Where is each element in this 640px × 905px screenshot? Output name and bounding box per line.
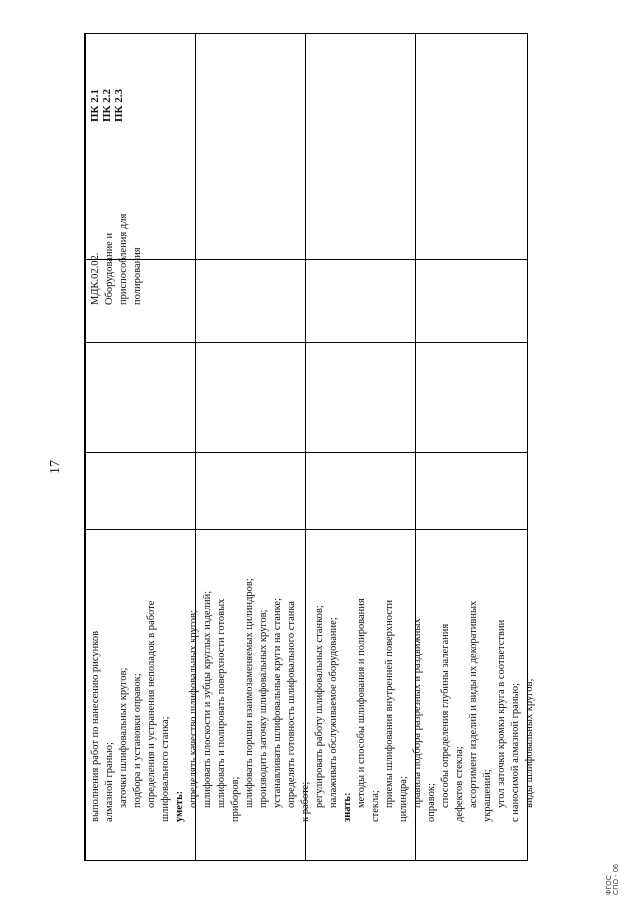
content-line: определять готовность шлифовального станка — [286, 601, 297, 808]
content-line: методы и способы шлифования и полирования — [356, 598, 367, 808]
curriculum-table — [84, 33, 535, 861]
page-number: 17 — [48, 460, 63, 474]
content-line: с наносимой алмазной гранью; — [510, 683, 521, 822]
competency-code: ПК 2.1 — [89, 88, 101, 122]
content-line: производить заточку шлифовальных кругов; — [258, 609, 269, 808]
module-line: приспособления для — [118, 213, 129, 305]
content-line: оправок; — [426, 783, 437, 822]
competency-cell — [89, 89, 125, 122]
content-line: угол заточки кромки круга в соответствии — [496, 619, 507, 808]
content-line: регулировать работу шлифовальных станков; — [314, 605, 325, 808]
module-line: Оборудование и — [104, 232, 115, 305]
content-line: налаживать обслуживаемое оборудование; — [328, 617, 339, 808]
content-line: выполнения работ по нанесению рисунков — [90, 630, 101, 822]
content-line: виды шлифовальных кругов; — [524, 678, 535, 808]
column-divider — [85, 34, 86, 860]
footer-code: ФГОС СПО - 06 — [606, 863, 620, 895]
content-line: шлифовать поршни взаимозаменяемых цилиндров; — [244, 578, 255, 808]
content-line: приборов; — [230, 776, 241, 822]
content-line: шлифовать и полировать поверхности готовых — [216, 598, 227, 808]
row-divider — [85, 259, 527, 260]
module-line: полирования — [132, 247, 143, 305]
content-line: заточки шлифовальных кругов; — [118, 667, 129, 808]
content-line: дефектов стекла; — [454, 746, 465, 822]
content-cell — [89, 578, 537, 822]
content-line: правила подбора разрезных и раздвижных — [412, 618, 423, 808]
row-divider — [85, 342, 527, 343]
module-line: МДК.02.02. — [90, 252, 101, 305]
content-line: к работе; — [300, 781, 311, 822]
section-heading: знать: — [342, 792, 353, 822]
section-heading: уметь: — [174, 790, 185, 822]
content-line: цилиндра; — [398, 776, 409, 822]
competency-code: ПК 2.3 — [113, 88, 125, 122]
row-divider — [85, 529, 527, 530]
content-line: определения и устранения неполадок в работе — [146, 600, 157, 808]
content-line: шлифовального станка; — [160, 716, 171, 822]
content-line: устанавливать шлифовальные круги на станке; — [272, 597, 283, 808]
content-line: ассортимент изделий и виды их декоративных — [468, 600, 479, 808]
content-line: приемы шлифования внутренней поверхности — [384, 599, 395, 808]
content-line: алмазной гранью; — [104, 742, 115, 822]
module-cell — [89, 214, 145, 305]
content-line: определять качество шлифовальных кругов; — [188, 610, 199, 808]
content-line: способы определения глубины залегания — [440, 623, 451, 808]
content-line: шлифовать плоскости и зубцы круглых изделий; — [202, 590, 213, 808]
row-divider — [85, 452, 527, 453]
content-line: украшений; — [482, 769, 493, 822]
content-line: подбора и установки оправок; — [132, 673, 143, 808]
content-line: стекла; — [370, 790, 381, 822]
competency-code: ПК 2.2 — [101, 88, 113, 122]
